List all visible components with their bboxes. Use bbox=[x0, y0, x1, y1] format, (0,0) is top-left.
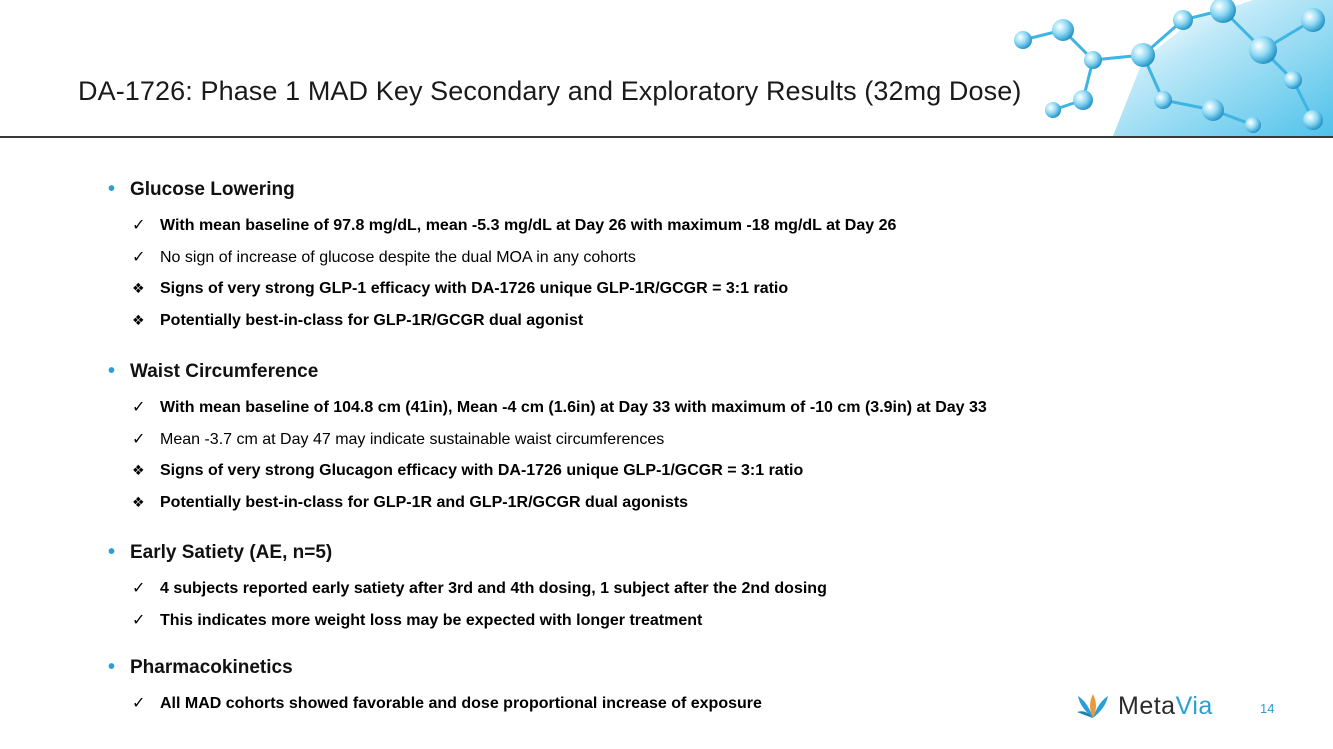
list-item: ❖ Potentially best-in-class for GLP-1R and GLP-1R/GCGR dual agonists bbox=[132, 494, 689, 511]
checkmark-icon: ✓ bbox=[132, 217, 146, 234]
list-item: ✓ 4 subjects reported early satiety after 3rd and 4th dosing, 1 subject after the 2nd dosing bbox=[132, 580, 827, 597]
checkmark-icon: ✓ bbox=[132, 695, 146, 712]
bullet-icon: • bbox=[108, 360, 116, 382]
checkmark-icon: ✓ bbox=[132, 612, 146, 629]
metavia-logo bbox=[1076, 690, 1213, 722]
diamond-bullet-icon: ❖ bbox=[132, 280, 145, 296]
diamond-bullet-icon: ❖ bbox=[132, 312, 145, 328]
list-item: ✓ Mean -3.7 cm at Day 47 may indicate sustainable waist circumferences bbox=[132, 431, 665, 448]
list-item: ✓ This indicates more weight loss may be expected with longer treatment bbox=[132, 612, 703, 629]
list-item: ✓ With mean baseline of 104.8 cm (41in), Mean -4 cm (1.6in) at Day 33 with maximum of -10 cm (3.9in) at Day 33 bbox=[132, 399, 987, 416]
section-title-waist: • Waist Circumference bbox=[108, 360, 319, 382]
metavia-leaf-icon bbox=[1076, 692, 1110, 720]
slide-title: DA-1726: Phase 1 MAD Key Secondary and Exploratory Results (32mg Dose) bbox=[78, 76, 1022, 106]
checkmark-icon: ✓ bbox=[132, 399, 146, 416]
diamond-bullet-icon: ❖ bbox=[132, 494, 145, 510]
page-number: 14 bbox=[1260, 701, 1275, 716]
list-item: ❖ Potentially best-in-class for GLP-1R/GCGR dual agonist bbox=[132, 312, 584, 329]
list-item: ✓ With mean baseline of 97.8 mg/dL, mean -5.3 mg/dL at Day 26 with maximum -18 mg/dL at Day 26 bbox=[132, 217, 897, 234]
section-title-satiety: • Early Satiety (AE, n=5) bbox=[108, 541, 333, 563]
bullet-icon: • bbox=[108, 178, 116, 200]
section-title-glucose: • Glucose Lowering bbox=[108, 178, 295, 200]
section-title-pk: • Pharmacokinetics bbox=[108, 656, 293, 678]
checkmark-icon: ✓ bbox=[132, 249, 146, 266]
checkmark-icon: ✓ bbox=[132, 431, 146, 448]
logo-text: MetaVia bbox=[1118, 691, 1213, 720]
list-item: ❖ Signs of very strong GLP-1 efficacy with DA-1726 unique GLP-1R/GCGR = 3:1 ratio bbox=[132, 280, 789, 297]
list-item: ✓ All MAD cohorts showed favorable and dose proportional increase of exposure bbox=[132, 695, 762, 712]
bullet-icon: • bbox=[108, 656, 116, 678]
diamond-bullet-icon: ❖ bbox=[132, 462, 145, 478]
list-item: ✓ No sign of increase of glucose despite the dual MOA in any cohorts bbox=[132, 249, 636, 266]
bullet-icon: • bbox=[108, 541, 116, 563]
checkmark-icon: ✓ bbox=[132, 580, 146, 597]
list-item: ❖ Signs of very strong Glucagon efficacy with DA-1726 unique GLP-1/GCGR = 3:1 ratio bbox=[132, 462, 804, 479]
